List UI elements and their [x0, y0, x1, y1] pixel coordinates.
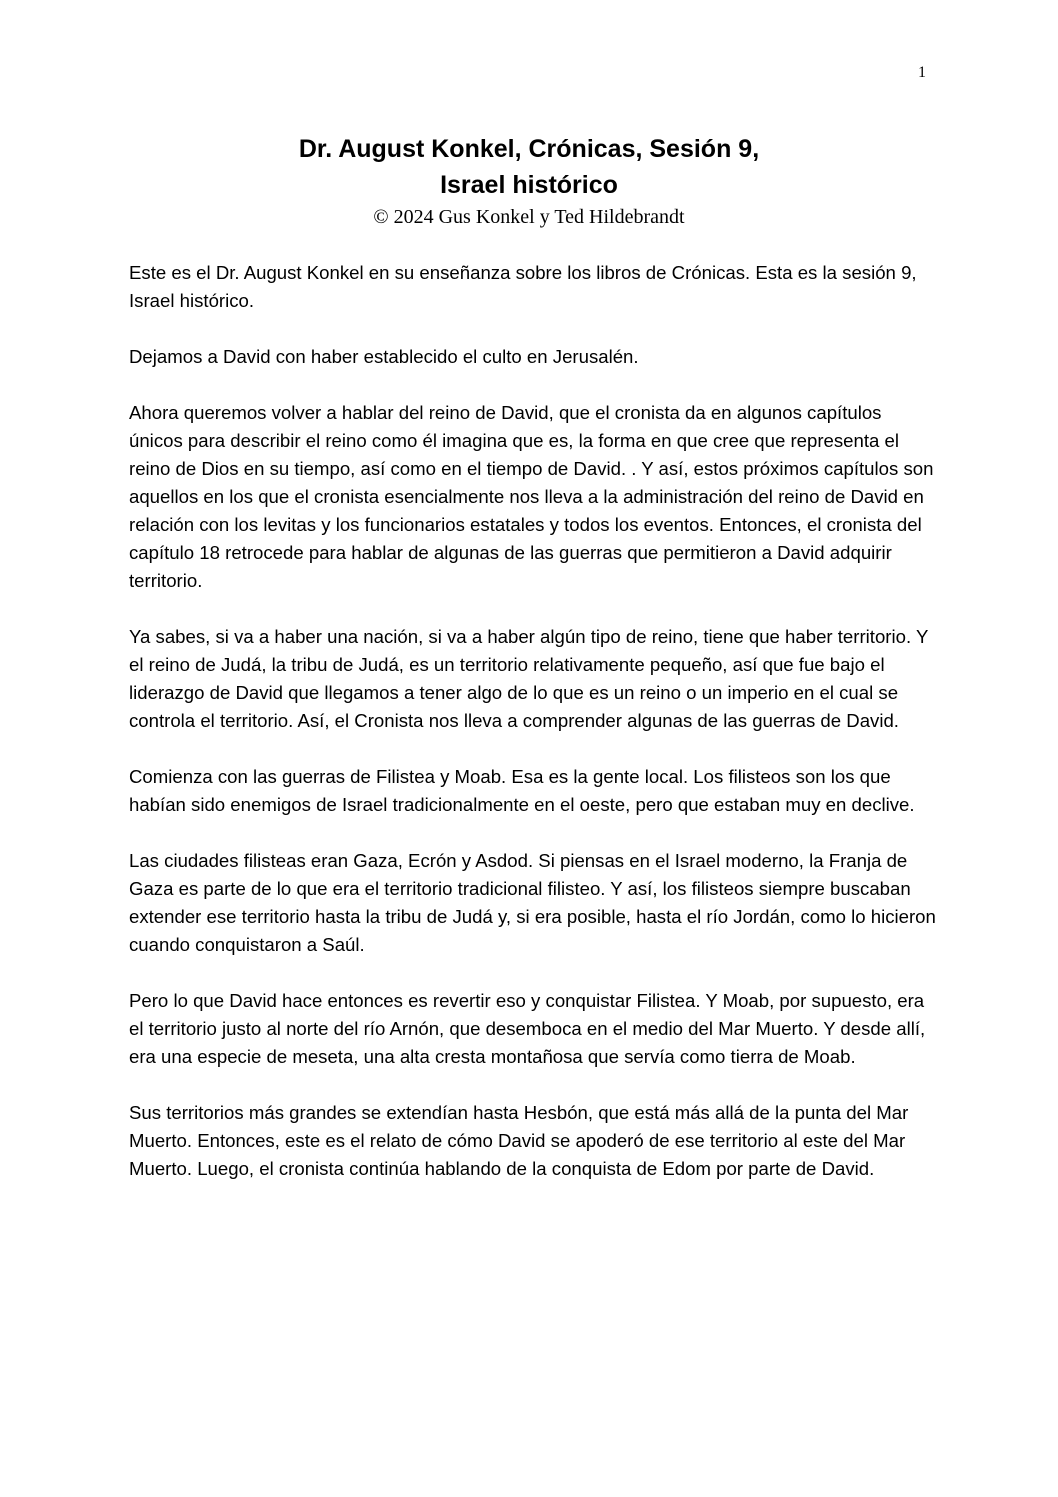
paragraph: Sus territorios más grandes se extendían hasta Hesbón, que está más allá de la punta del Mar Muerto. Entonces, este es el relato de cómo David se apoderó de ese territorio al este del Mar Muerto. Luego, el cronista continúa hablando de la conquista de Edom por parte de David. — [129, 1102, 909, 1179]
paragraph: Dejamos a David con haber establecido el culto en Jerusalén. — [129, 346, 639, 367]
title-block — [0, 131, 1058, 230]
document-body — [129, 259, 939, 1211]
copyright-line: © 2024 Gus Konkel y Ted Hildebrandt — [373, 206, 685, 228]
paragraph: Comienza con las guerras de Filistea y Moab. Esa es la gente local. Los filisteos son los que habían sido enemigos de Israel tradicionalmente en el oeste, pero que estaban muy en declive. — [129, 766, 915, 815]
paragraph: Las ciudades filisteas eran Gaza, Ecrón y Asdod. Si piensas en el Israel moderno, la Franja de Gaza es parte de lo que era el territorio tradicional filisteo. Y así, los filisteos siempre buscaban extender ese territorio hasta la tribu de Judá y, si era posible, hasta el río Jordán, como lo hicieron cuando conquistaron a Saúl. — [129, 850, 936, 955]
page-number: 1 — [918, 64, 926, 81]
paragraph: Pero lo que David hace entonces es revertir eso y conquistar Filistea. Y Moab, por supuesto, era el territorio justo al norte del río Arnón, que desemboca en el medio del Mar Muerto. Y desde allí, era una especie de meseta, una alta cresta montañosa que servía como tierra de Moab. — [129, 990, 926, 1067]
paragraph: Ahora queremos volver a hablar del reino de David, que el cronista da en algunos capítulos únicos para describir el reino como él imagina que es, la forma en que cree que representa el reino de Dios en su tiempo, así como en el tiempo de David. . Y así, estos próximos capítulos son aquellos en los que el cronista esencialmente nos lleva a la administración del reino de David en relación con los levitas y los funcionarios estatales y todos los eventos. Entonces, el cronista del capítulo 18 retrocede para hablar de algunas de las guerras que permitieron a David adquirir territorio. — [129, 402, 934, 591]
paragraph: Ya sabes, si va a haber una nación, si va a haber algún tipo de reino, tiene que haber territorio. Y el reino de Judá, la tribu de Judá, es un territorio relativamente pequeño, así que fue bajo el liderazgo de David que llegamos a tener algo de lo que es un reino o un imperio en el cual se controla el territorio. Así, el Cronista nos lleva a comprender algunas de las guerras de David. — [129, 626, 929, 731]
page-title: Dr. August Konkel, Crónicas, Sesión 9, — [298, 135, 760, 163]
paragraph: Este es el Dr. August Konkel en su enseñanza sobre los libros de Crónicas. Esta es la sesión 9, Israel histórico. — [129, 262, 917, 311]
page-subtitle: Israel histórico — [440, 171, 618, 199]
